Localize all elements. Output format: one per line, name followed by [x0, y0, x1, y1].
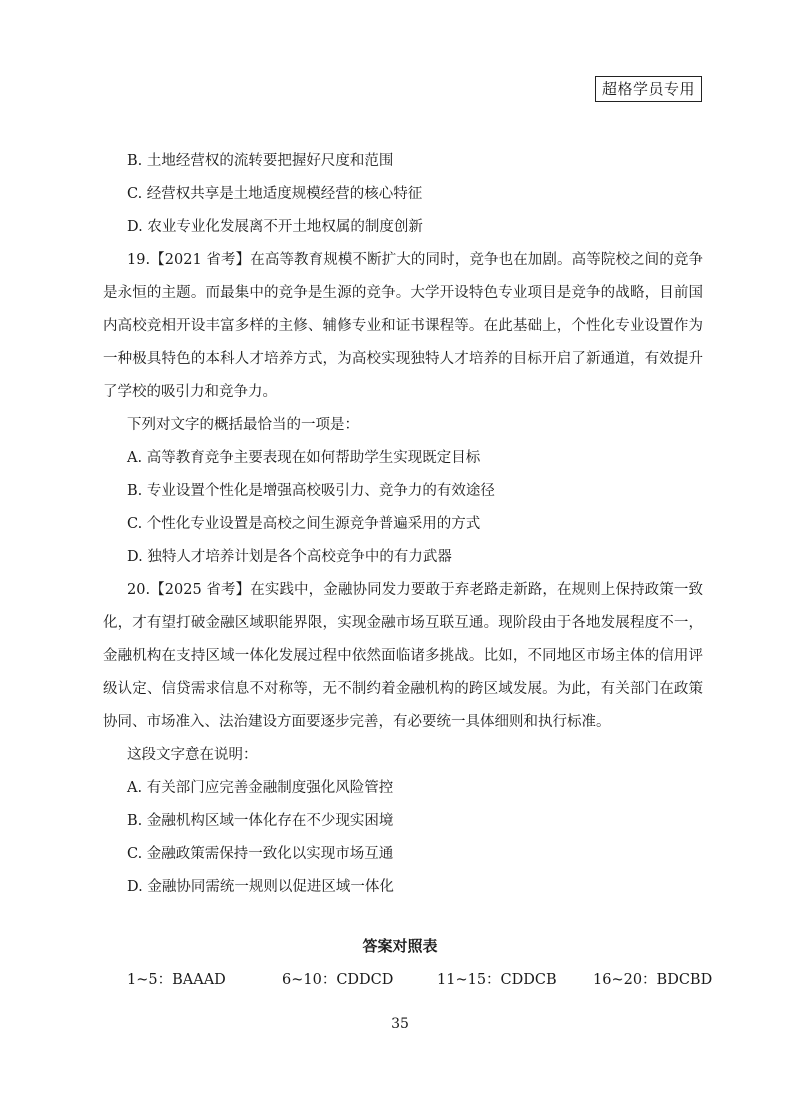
question-19-option-c: C. 个性化专业设置是高校之间生源竞争普遍采用的方式 — [127, 516, 481, 532]
question-20 — [103, 574, 703, 739]
question-19-option-b: B. 专业设置个性化是增强高校吸引力、竞争力的有效途径 — [127, 483, 495, 499]
question-19-number: 19. — [127, 252, 151, 268]
answer-group-6-10: 6~10：CDDCD — [282, 972, 394, 988]
question-19-option-d: D. 独特人才培养计划是各个高校竞争中的有力武器 — [127, 549, 452, 565]
prev-option-c: C. 经营权共享是土地适度规模经营的核心特征 — [127, 186, 423, 202]
question-20-option-a: A. 有关部门应完善金融制度强化风险管控 — [127, 780, 394, 796]
answer-group-16-20: 16~20：BDCBD — [593, 972, 713, 988]
question-20-text: 在实践中，金融协同发力要敢于弃老路走新路，在规则上保持政策一致化，才有望打破金融区域职能界限，实现金融市场互联互通。现阶段由于各地发展程度不一，金融机构在支持区域一体化发展过程中依然面临诸多挑战。比如，不同地区市场主体的信用评级认定、信贷需求信息不对称等，无不制约着金融机构的跨区域发展。为此，有关部门在政策协同、市场准入、法治建设方面要逐步完善，有必要统一具体细则和执行标准。 — [103, 582, 703, 730]
question-20-source: 【2025 省考】 — [150, 582, 251, 598]
question-20-number: 20. — [127, 582, 151, 598]
prev-option-d: D. 农业专业化发展离不开土地权属的制度创新 — [127, 219, 423, 235]
page-number: 35 — [391, 1016, 409, 1032]
question-19-prompt: 下列对文字的概括最恰当的一项是： — [127, 417, 359, 433]
prev-option-b: B. 土地经营权的流转要把握好尺度和范围 — [127, 153, 394, 169]
content-body — [103, 145, 703, 904]
question-20-option-b: B. 金融机构区域一体化存在不少现实困境 — [127, 813, 394, 829]
question-20-option-d: D. 金融协同需统一规则以促进区域一体化 — [127, 879, 394, 895]
question-19-source: 【2021 省考】 — [150, 252, 251, 268]
question-19-text: 在高等教育规模不断扩大的同时，竞争也在加剧。高等院校之间的竞争是永恒的主题。而最集中的竞争是生源的竞争。大学开设特色专业项目是竞争的战略，目前国内高校竞相开设丰富多样的主修、辅修专业和证书课程等。在此基础上，个性化专业设置作为一种极具特色的本科人才培养方式，为高校实现独特人才培养的目标开启了新通道，有效提升了学校的吸引力和竞争力。 — [103, 252, 703, 400]
question-19-option-a: A. 高等教育竞争主要表现在如何帮助学生实现既定目标 — [127, 450, 481, 466]
answer-group-11-15: 11~15：CDDCB — [437, 972, 557, 988]
question-20-prompt: 这段文字意在说明： — [127, 747, 258, 763]
answer-key-title: 答案对照表 — [362, 937, 438, 955]
question-20-option-c: C. 金融政策需保持一致化以实现市场互通 — [127, 846, 394, 862]
question-19 — [103, 244, 703, 409]
student-exclusive-stamp: 超格学员专用 — [595, 76, 702, 102]
answer-group-1-5: 1~5：BAAAD — [127, 972, 226, 988]
answer-key-row — [0, 968, 800, 998]
